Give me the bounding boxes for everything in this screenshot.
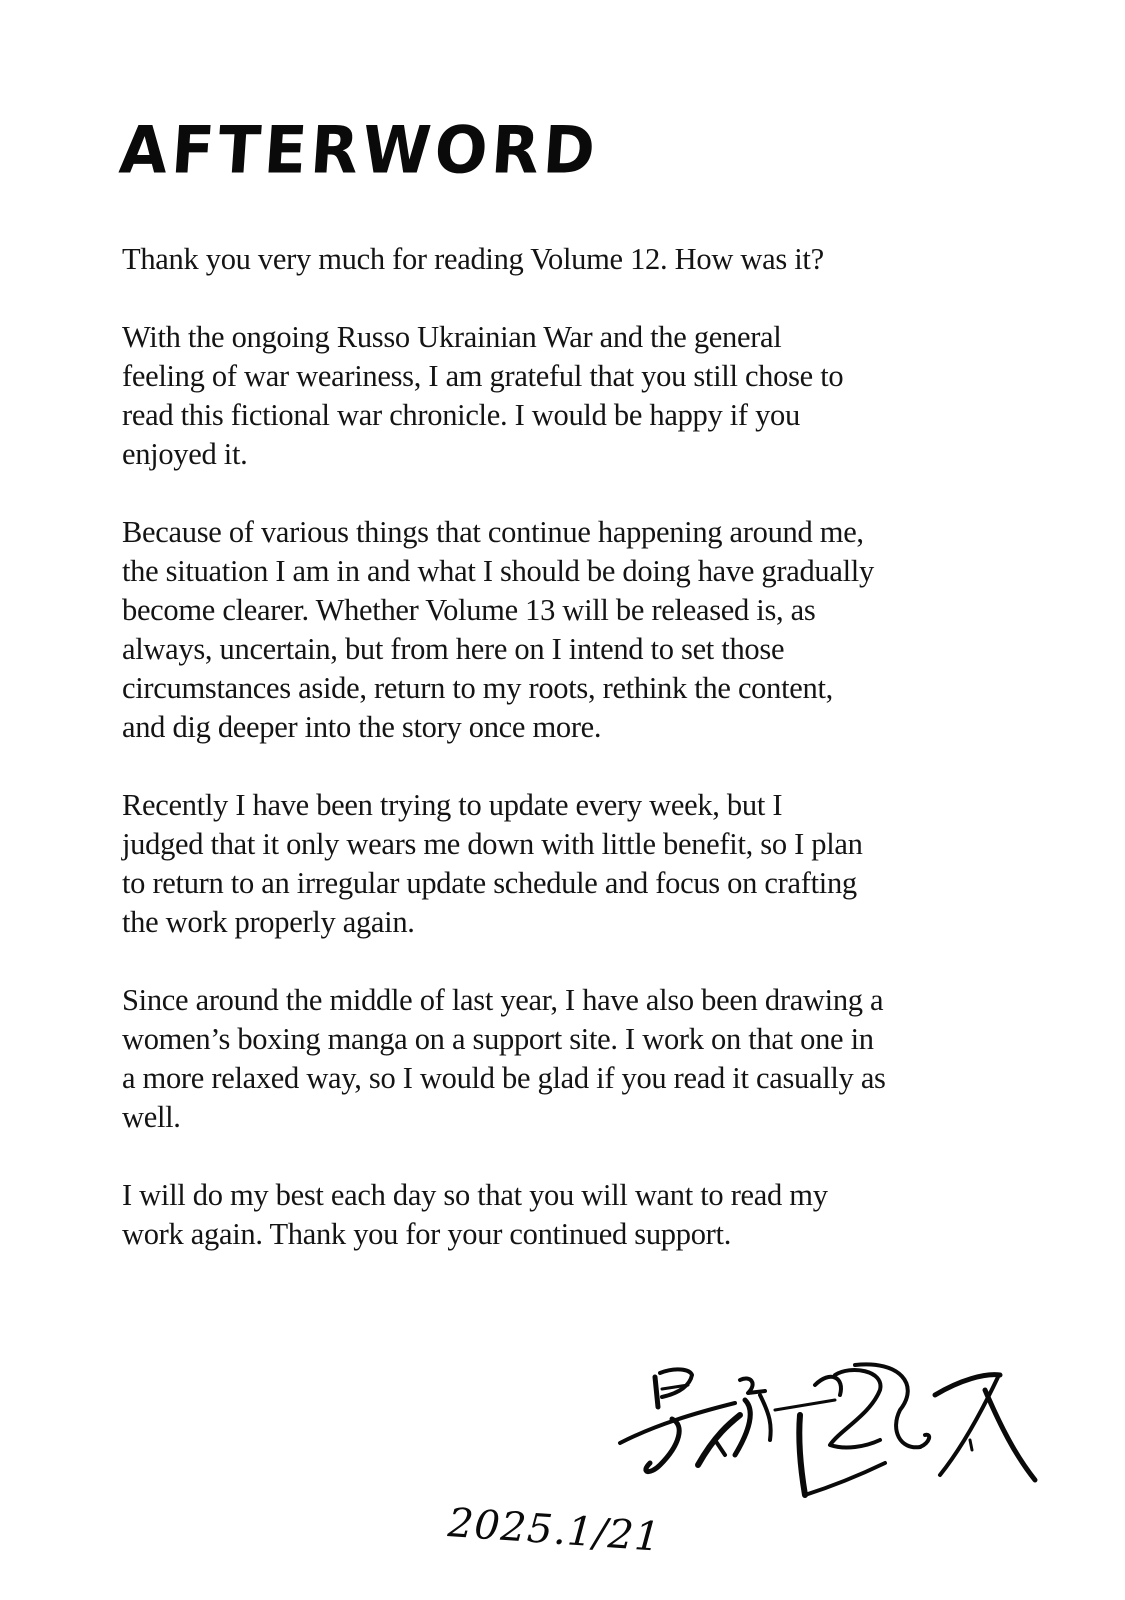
text-line: work again. Thank you for your continued support.	[122, 1217, 732, 1251]
text-line: With the ongoing Russo Ukrainian War and the general	[122, 320, 782, 354]
text-line: well.	[122, 1100, 181, 1134]
paragraph-5	[122, 981, 982, 1137]
text-line: read this fictional war chronicle. I would be happy if you	[122, 398, 800, 432]
signature-date: 2025.1/21	[446, 1500, 663, 1561]
text-line: become clearer. Whether Volume 13 will be released is, as	[122, 593, 816, 627]
text-line: always, uncertain, but from here on I intend to set those	[122, 632, 785, 666]
text-line: and dig deeper into the story once more.	[122, 710, 602, 744]
paragraph-6	[122, 1176, 982, 1254]
text-line: Because of various things that continue happening around me,	[122, 515, 864, 549]
text-line: enjoyed it.	[122, 437, 248, 471]
text-line: circumstances aside, return to my roots, rethink the content,	[122, 671, 833, 705]
page-title: AFTERWORD	[117, 111, 602, 189]
text-line: judged that it only wears me down with little benefit, so I plan	[122, 827, 863, 861]
paragraph-3	[122, 513, 982, 747]
text-line: Recently I have been trying to update every week, but I	[122, 788, 783, 822]
paragraph-2	[122, 318, 982, 474]
text-line: the situation I am in and what I should be doing have gradually	[122, 554, 874, 588]
afterword-body	[122, 240, 982, 1293]
text-line: Thank you very much for reading Volume 12. How was it?	[122, 242, 824, 276]
text-line: women’s boxing manga on a support site. I work on that one in	[122, 1022, 874, 1056]
text-line: the work properly again.	[122, 905, 415, 939]
text-line: I will do my best each day so that you will want to read my	[122, 1178, 828, 1212]
text-line: to return to an irregular update schedule and focus on crafting	[122, 866, 857, 900]
paragraph-1	[122, 240, 982, 279]
handwritten-signature-icon	[600, 1355, 1040, 1505]
text-line: Since around the middle of last year, I have also been drawing a	[122, 983, 884, 1017]
text-line: a more relaxed way, so I would be glad if you read it casually as	[122, 1061, 886, 1095]
paragraph-4	[122, 786, 982, 942]
text-line: feeling of war weariness, I am grateful that you still chose to	[122, 359, 844, 393]
